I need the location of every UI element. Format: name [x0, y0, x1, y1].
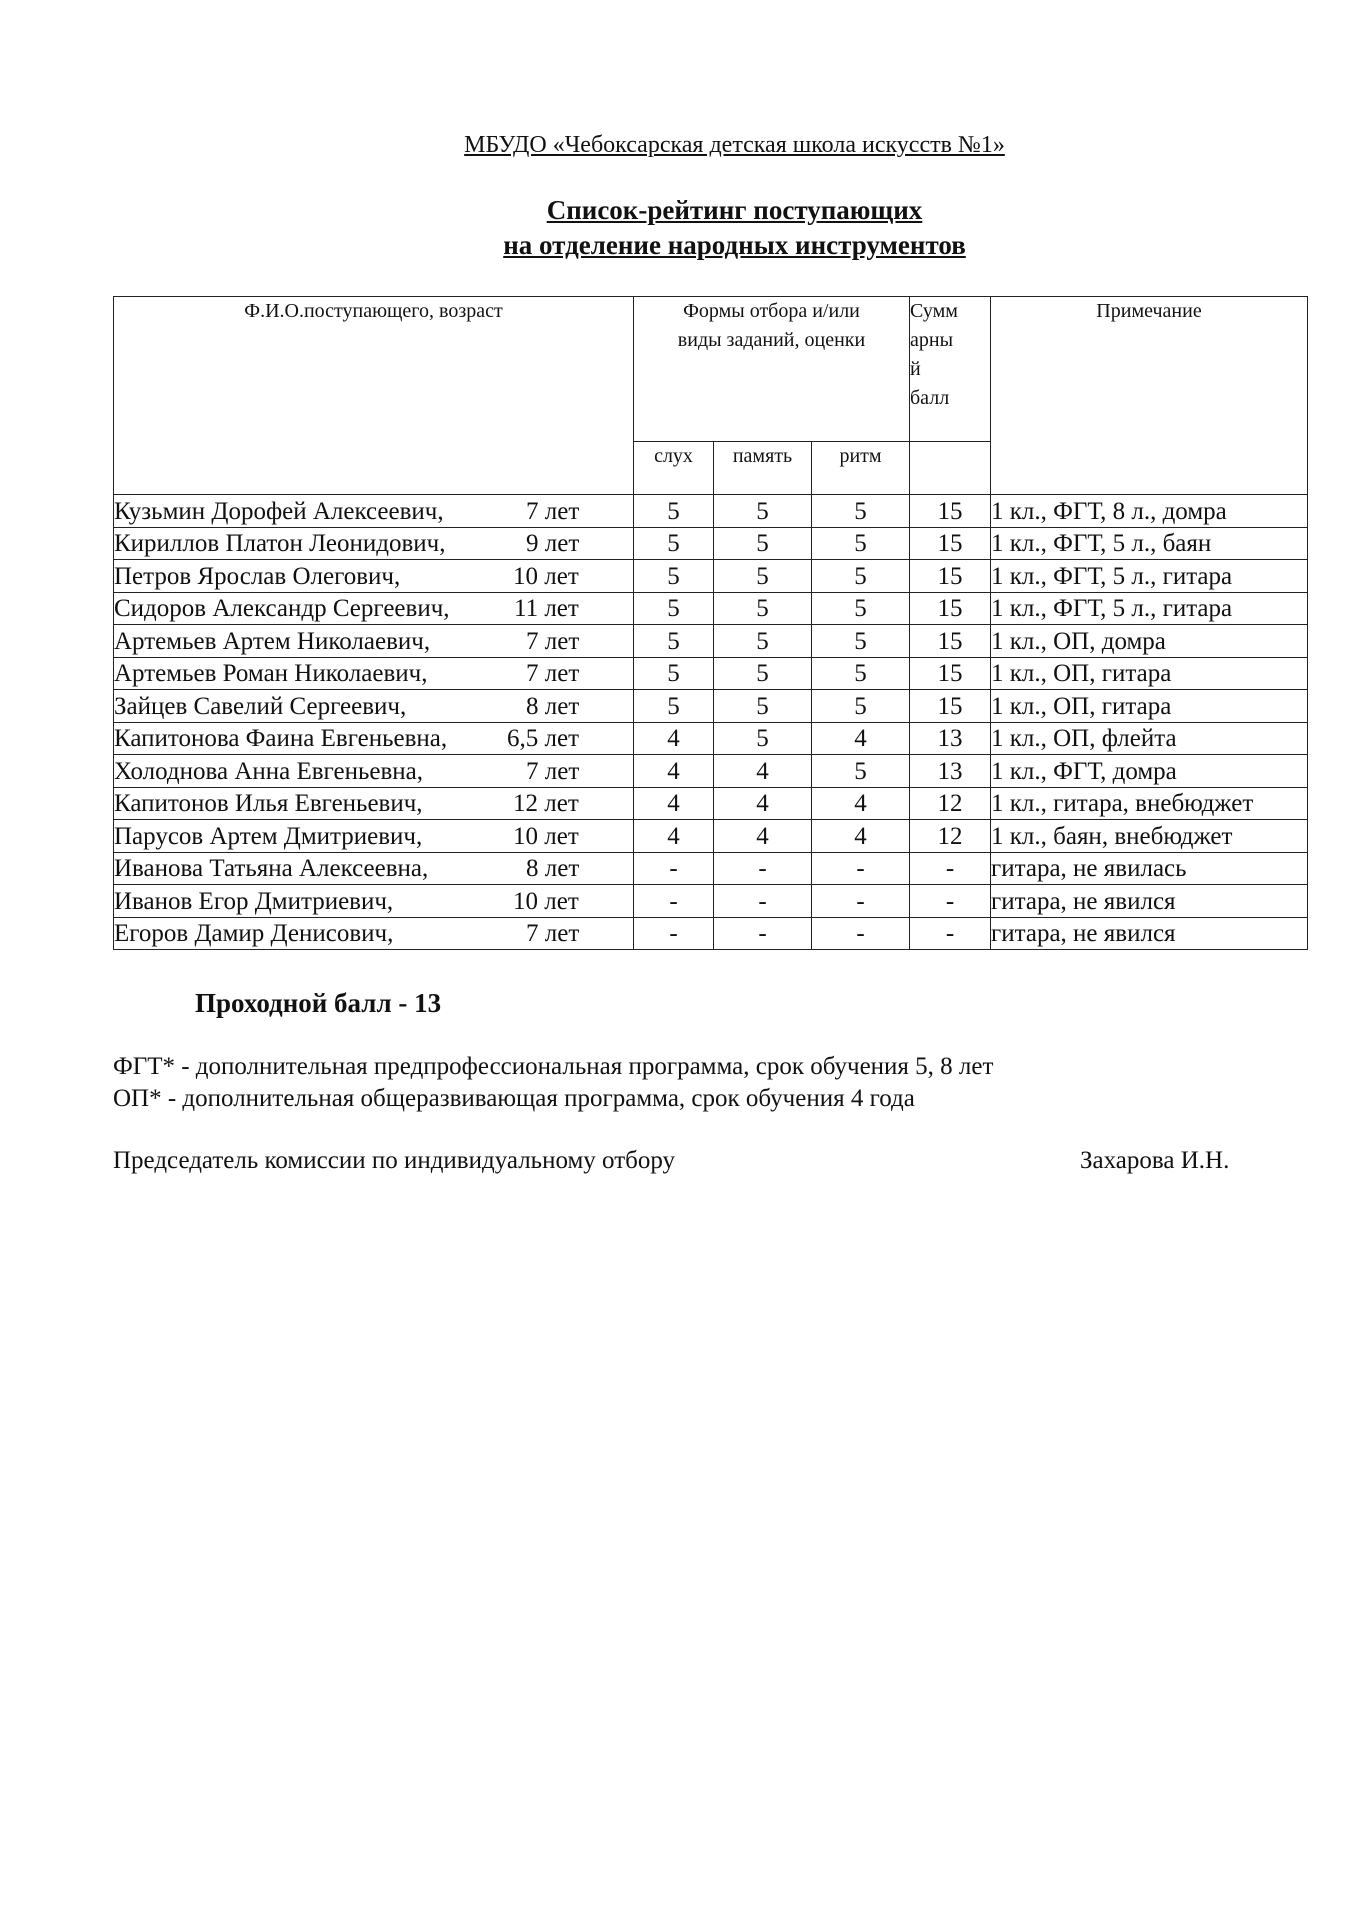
applicant-age: 7 лет	[526, 497, 580, 525]
applicant-name: Кириллов Платон Леонидович,	[114, 530, 446, 557]
cell-memory: 5	[714, 592, 812, 625]
cell-memory: -	[714, 885, 812, 918]
cell-rhythm: 5	[812, 755, 910, 788]
cell-memory: 5	[714, 722, 812, 755]
applicant-name: Сидоров Александр Сергеевич,	[114, 595, 450, 622]
cell-hearing: 4	[634, 722, 714, 755]
header-rhythm: ритм	[812, 442, 910, 495]
cell-memory: 5	[714, 657, 812, 690]
cell-note: гитара, не явился	[991, 917, 1308, 950]
cell-memory: 4	[714, 787, 812, 820]
cell-note: 1 кл., ФГТ, 8 л., домра	[991, 495, 1308, 528]
footnote-fgt: ФГТ* - дополнительная предпрофессиональная программа, срок обучения 5, 8 лет	[113, 1053, 994, 1080]
cell-name-age	[114, 820, 634, 853]
cell-hearing: 5	[634, 560, 714, 593]
cell-note: 1 кл., ОП, гитара	[991, 657, 1308, 690]
header-sum-line: Сумм	[910, 300, 958, 322]
applicant-age: 10 лет	[513, 822, 579, 850]
passing-score: Проходной балл - 13	[195, 988, 442, 1018]
header-forms-text: Формы отбора и/или виды заданий, оценки	[677, 300, 866, 351]
header-name: Ф.И.О.поступающего, возраст	[114, 297, 634, 495]
cell-note: гитара, не явилась	[991, 852, 1308, 885]
header-sum	[910, 297, 991, 442]
cell-name-age	[114, 560, 634, 593]
cell-name-age	[114, 495, 634, 528]
cell-memory: 5	[714, 560, 812, 593]
table-header-row	[114, 297, 1308, 442]
cell-note: гитара, не явился	[991, 885, 1308, 918]
table-row	[114, 917, 1308, 950]
cell-hearing: 5	[634, 527, 714, 560]
cell-hearing: -	[634, 917, 714, 950]
cell-memory: 5	[714, 527, 812, 560]
cell-name-age	[114, 755, 634, 788]
applicant-age: 12 лет	[513, 790, 579, 817]
cell-rhythm: 4	[812, 787, 910, 820]
cell-name-age	[114, 722, 634, 755]
cell-name-age	[114, 885, 634, 918]
cell-note: 1 кл., ОП, гитара	[991, 690, 1308, 723]
header-forms	[634, 297, 910, 442]
cell-rhythm: 5	[812, 657, 910, 690]
cell-total: 15	[910, 592, 991, 625]
applicant-age: 8 лет	[526, 855, 580, 882]
applicant-name: Капитонова Фаина Евгеньевна,	[114, 725, 448, 752]
cell-memory: 4	[714, 820, 812, 853]
cell-note: 1 кл., ФГТ, 5 л., гитара	[991, 592, 1308, 625]
applicant-age: 7 лет	[526, 920, 580, 947]
table-row	[114, 527, 1308, 560]
table-row	[114, 560, 1308, 593]
cell-memory: -	[714, 917, 812, 950]
cell-hearing: 5	[634, 625, 714, 658]
cell-total: -	[910, 852, 991, 885]
applicant-age: 7 лет	[526, 660, 580, 687]
applicant-name: Егоров Дамир Денисович,	[114, 920, 394, 947]
document-title-line-2: на отделение народных инструментов	[503, 230, 966, 260]
cell-hearing: 5	[634, 690, 714, 723]
table-row	[114, 787, 1308, 820]
cell-total: 15	[910, 495, 991, 528]
header-sum-line: арны	[910, 329, 954, 351]
cell-rhythm: -	[812, 885, 910, 918]
table-row	[114, 657, 1308, 690]
table-row	[114, 592, 1308, 625]
cell-memory: 5	[714, 495, 812, 528]
signature-role: Председатель комиссии по индивидуальному отбору	[113, 1147, 676, 1174]
table-row	[114, 495, 1308, 528]
applicant-age: 7 лет	[526, 757, 580, 785]
cell-rhythm: 4	[812, 722, 910, 755]
cell-hearing: 5	[634, 495, 714, 528]
header-hearing: слух	[634, 442, 714, 495]
table-row	[114, 625, 1308, 658]
applicant-name: Холоднова Анна Евгеньевна,	[114, 757, 423, 785]
cell-name-age	[114, 657, 634, 690]
cell-name-age	[114, 690, 634, 723]
signature-name: Захарова И.Н.	[1080, 1147, 1230, 1174]
applicant-age: 6,5 лет	[507, 725, 579, 752]
table-row	[114, 755, 1308, 788]
table-row	[114, 690, 1308, 723]
cell-hearing: 5	[634, 657, 714, 690]
cell-note: 1 кл., ОП, флейта	[991, 722, 1308, 755]
applicant-age: 9 лет	[526, 530, 580, 557]
cell-total: 15	[910, 527, 991, 560]
applicant-name: Капитонов Илья Евгеньевич,	[114, 790, 423, 817]
cell-hearing: 4	[634, 787, 714, 820]
organization-name: МБУДО «Чебоксарская детская школа искусств №1»	[464, 132, 1005, 158]
cell-hearing: -	[634, 885, 714, 918]
applicant-name: Парусов Артем Дмитриевич,	[114, 822, 423, 850]
rating-table	[113, 296, 1308, 950]
cell-hearing: 5	[634, 592, 714, 625]
cell-rhythm: 5	[812, 690, 910, 723]
table-row	[114, 885, 1308, 918]
applicant-name: Петров Ярослав Олегович,	[114, 562, 401, 590]
cell-rhythm: 5	[812, 495, 910, 528]
cell-name-age	[114, 917, 634, 950]
cell-name-age	[114, 625, 634, 658]
cell-memory: 5	[714, 625, 812, 658]
cell-total: 15	[910, 657, 991, 690]
cell-rhythm: 5	[812, 527, 910, 560]
footnote-op: ОП* - дополнительная общеразвивающая программа, срок обучения 4 года	[113, 1085, 915, 1112]
cell-name-age	[114, 787, 634, 820]
applicant-name: Артемьев Артем Николаевич,	[114, 627, 431, 655]
cell-rhythm: 5	[812, 560, 910, 593]
cell-rhythm: 5	[812, 625, 910, 658]
table-row	[114, 722, 1308, 755]
cell-name-age	[114, 592, 634, 625]
table-row	[114, 820, 1308, 853]
cell-total: 13	[910, 755, 991, 788]
cell-note: 1 кл., ОП, домра	[991, 625, 1308, 658]
cell-rhythm: -	[812, 917, 910, 950]
cell-rhythm: -	[812, 852, 910, 885]
applicant-name: Иванов Егор Дмитриевич,	[114, 887, 394, 915]
cell-rhythm: 5	[812, 592, 910, 625]
cell-total: 12	[910, 787, 991, 820]
cell-total: -	[910, 885, 991, 918]
header-sum-line: балл	[910, 387, 950, 409]
applicant-name: Иванова Татьяна Алексеевна,	[114, 855, 429, 882]
cell-hearing: 4	[634, 820, 714, 853]
cell-total: 12	[910, 820, 991, 853]
applicant-age: 11 лет	[514, 595, 579, 622]
applicant-name: Артемьев Роман Николаевич,	[114, 660, 428, 687]
applicant-age: 10 лет	[513, 887, 579, 915]
cell-note: 1 кл., ФГТ, домра	[991, 755, 1308, 788]
cell-rhythm: 4	[812, 820, 910, 853]
cell-name-age	[114, 527, 634, 560]
cell-memory: -	[714, 852, 812, 885]
cell-note: 1 кл., гитара, внебюджет	[991, 787, 1308, 820]
cell-memory: 5	[714, 690, 812, 723]
cell-total: 15	[910, 625, 991, 658]
header-note: Примечание	[991, 297, 1308, 495]
cell-note: 1 кл., баян, внебюджет	[991, 820, 1308, 853]
applicant-name: Зайцев Савелий Сергеевич,	[114, 692, 407, 720]
cell-total: 15	[910, 560, 991, 593]
header-sum-blank	[910, 442, 991, 495]
cell-total: 15	[910, 690, 991, 723]
cell-hearing: -	[634, 852, 714, 885]
table-row	[114, 852, 1308, 885]
cell-total: 13	[910, 722, 991, 755]
cell-hearing: 4	[634, 755, 714, 788]
cell-note: 1 кл., ФГТ, 5 л., баян	[991, 527, 1308, 560]
cell-note: 1 кл., ФГТ, 5 л., гитара	[991, 560, 1308, 593]
header-sum-line: й	[910, 358, 921, 380]
applicant-name: Кузьмин Дорофей Алексеевич,	[114, 497, 444, 525]
applicant-age: 7 лет	[526, 627, 580, 655]
applicant-age: 10 лет	[513, 562, 579, 590]
cell-total: -	[910, 917, 991, 950]
table-body	[114, 495, 1308, 950]
applicant-age: 8 лет	[526, 692, 580, 720]
header-memory: память	[714, 442, 812, 495]
cell-memory: 4	[714, 755, 812, 788]
cell-name-age	[114, 852, 634, 885]
document-title-line-1: Список-рейтинг поступающих	[546, 195, 923, 225]
